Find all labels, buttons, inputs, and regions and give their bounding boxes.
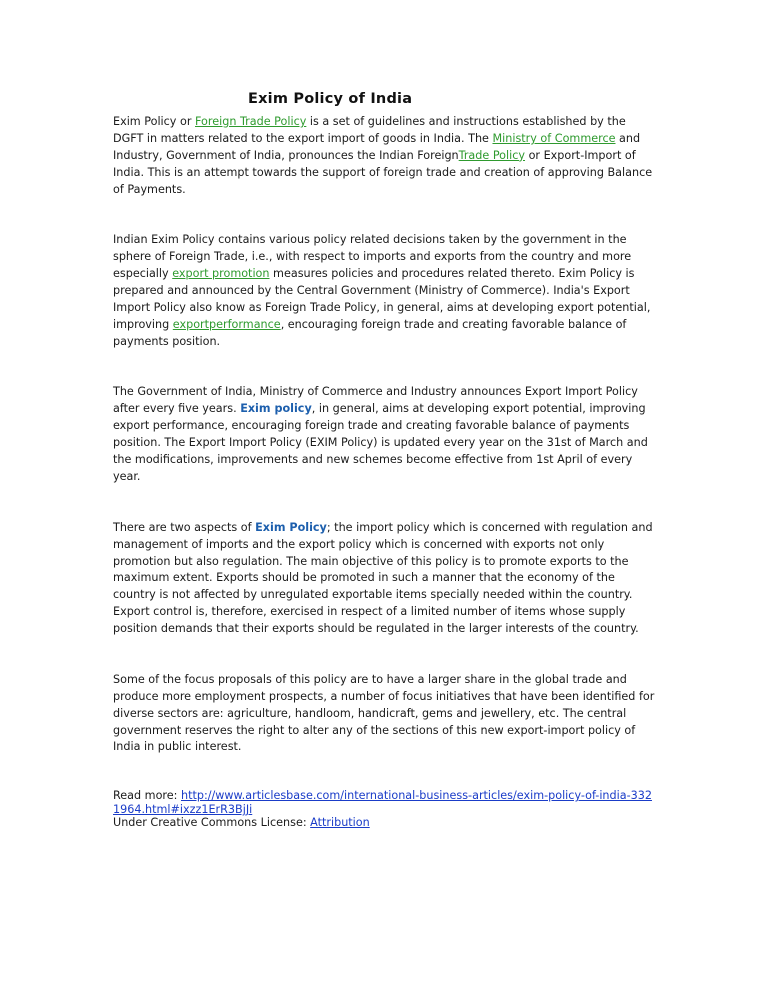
paragraph-spacer — [113, 486, 658, 520]
paragraph-spacer — [113, 351, 658, 385]
paragraph-two-aspects — [113, 520, 658, 638]
exim-policy-emphasis: Exim policy — [240, 402, 312, 416]
paragraph-text: measures policies and procedures related thereto. Exim Policy is prepared and announced by the Central Government (Ministry of Commerce). India's Export Import Policy also know as Foreign Trade Policy, in general, aims at developing export potential, improving — [113, 267, 651, 331]
paragraph-government-announcement — [113, 384, 658, 485]
paragraph-text: Exim Policy or — [113, 115, 195, 128]
paragraph-text: Indian Exim Policy contains various policy related decisions taken by the government in the sphere of Foreign Trade, i.e., with respect to imports and exports from the country and more especially — [113, 233, 632, 281]
paragraph-text: or Export-Import of India. This is an attempt towards the support of foreign trade and creation of approving Balance of Payments. — [113, 148, 653, 196]
source-footer — [113, 789, 658, 830]
read-more-label: Read more: — [113, 789, 181, 803]
paragraph-exim-decisions — [113, 232, 658, 350]
export-performance-link[interactable]: exportperformance — [172, 317, 281, 331]
document-page — [113, 88, 658, 830]
paragraph-intro — [113, 114, 658, 199]
export-promotion-link[interactable]: export promotion — [172, 267, 270, 281]
trade-policy-link[interactable]: Trade Policy — [458, 148, 526, 162]
license-line — [113, 816, 658, 830]
read-more-line — [113, 789, 658, 816]
ministry-of-commerce-link[interactable]: Ministry of Commerce — [492, 131, 616, 145]
read-more-link[interactable]: http://www.articlesbase.com/international-business-articles/exim-policy-of-india-3321964.html#ixzz1ErR3BjJi — [113, 789, 652, 816]
paragraph-text: There are two aspects of — [113, 520, 256, 534]
foreign-trade-policy-link[interactable]: Foreign Trade Policy — [195, 115, 307, 128]
paragraph-spacer — [113, 199, 658, 233]
paragraph-spacer — [113, 638, 658, 672]
license-label: Under Creative Commons License: — [113, 816, 311, 830]
exim-policy-emphasis: Exim Policy — [255, 520, 327, 534]
document-title: Exim Policy of India — [248, 91, 413, 107]
paragraph-text: The Government of India, Ministry of Commerce and Industry announces Export Import Policy after every five years. — [113, 385, 638, 416]
paragraph-text: , in general, aims at developing export potential, improving export performance, encouraging foreign trade and creating favorable balance of payments position. The Export Import Policy (EXIM Policy) is updated every year on the 31st of March and the modifications, improvements and new schemes become effective from 1st April of every year. — [113, 402, 648, 483]
paragraph-text: , encouraging foreign trade and creating favorable balance of payments position. — [113, 317, 627, 348]
attribution-link[interactable]: Attribution — [310, 816, 370, 830]
paragraph-text: Some of the focus proposals of this policy are to have a larger share in the global trade and produce more employment prospects, a number of focus initiatives that have been identified for diverse sectors are: agriculture, handloom, handicraft, gems and jewellery, etc. The central government reserves the right to alter any of the sections of this new export-import policy of India in public interest. — [113, 672, 655, 754]
paragraph-focus-proposals — [113, 672, 658, 757]
paragraph-text: ; the import policy which is concerned with regulation and management of imports and the export policy which is concerned with exports not only promotion but also regulation. The main objective of this policy is to promote exports to the maximum extent. Exports should be promoted in such a manner that the economy of the country is not affected by unregulated exportable items specially needed within the country. Export control is, therefore, exercised in respect of a limited number of items whose supply position demands that their exports should be regulated in the larger interests of the country. — [113, 520, 653, 636]
paragraph-text: and Industry, Government of India, pronounces the Indian Foreign — [113, 131, 641, 162]
paragraph-text: is a set of guidelines and instructions established by the DGFT in matters related to the export import of goods in India. The — [113, 115, 626, 145]
